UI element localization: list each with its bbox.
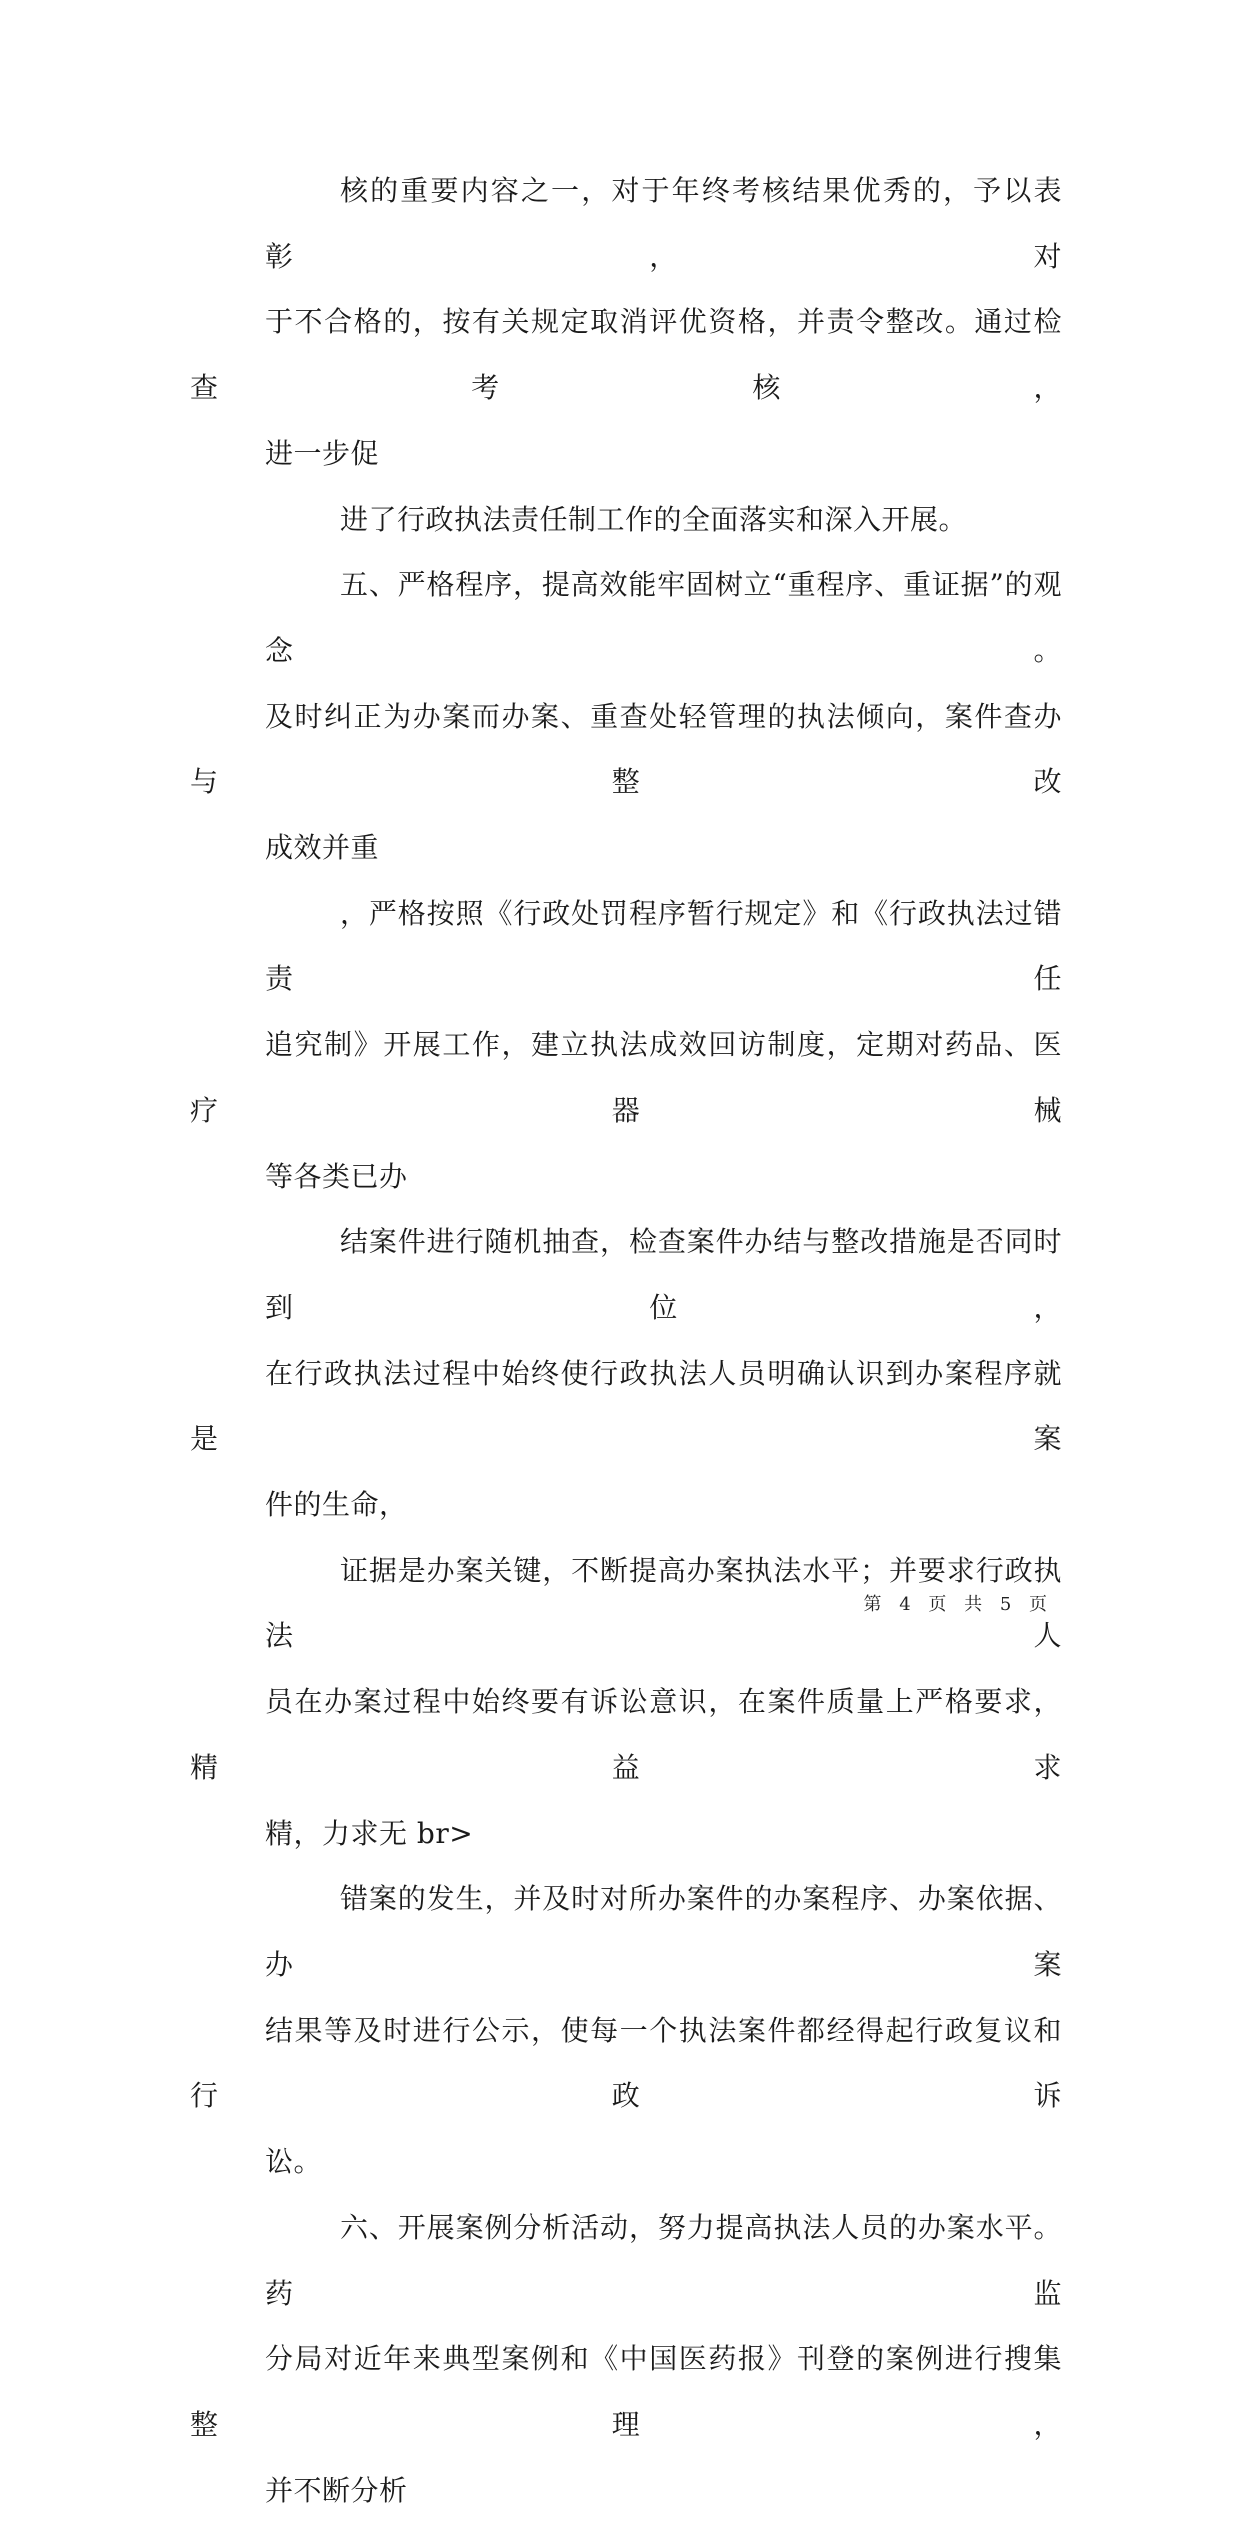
paragraph-line: 及时纠正为办案而办案、重查处轻管理的执法倾向，案件查办与整改 <box>190 699 1062 799</box>
paragraph-line: 员在办案过程中始终要有诉讼意识，在案件质量上严格要求，精益求 <box>190 1685 1062 1784</box>
paragraph-line: 成效并重 <box>265 831 380 865</box>
paragraph-line: 讼。 <box>265 2145 323 2179</box>
paragraph-line: 错案的发生，并及时对所办案件的办案程序、办案依据、办案 <box>265 1882 1062 1981</box>
paragraph-line: 证据是办案关键，不断提高办案执法水平；并要求行政执法人 <box>265 1553 1062 1653</box>
paragraph-line: 结果等及时进行公示，使每一个执法案件都经得起行政复议和行政诉 <box>190 2013 1062 2113</box>
paragraph <box>190 487 1062 553</box>
paragraph <box>190 2195 1062 2523</box>
paragraph-line: 追究制》开展工作，建立执法成效回访制度，定期对药品、医疗器械 <box>190 1028 1062 1127</box>
paragraph-line: 精，力求无 br> <box>265 1816 474 1850</box>
paragraph-line: 结案件进行随机抽查，检查案件办结与整改措施是否同时到位， <box>265 1225 1062 1324</box>
paragraph <box>190 1209 1062 1538</box>
paragraph-line: 六、开展案例分析活动，努力提高执法人员的办案水平。药监 <box>265 2210 1062 2310</box>
body-text <box>190 158 1062 2523</box>
paragraph-line: 并不断分析 <box>265 2473 408 2507</box>
paragraph-line: 核的重要内容之一，对于年终考核结果优秀的，予以表彰，对 <box>265 174 1062 273</box>
paragraph-line: 于不合格的，按有关规定取消评优资格，并责令整改。通过检查考核， <box>190 305 1062 405</box>
paragraph-line: 件的生命， <box>265 1488 408 1522</box>
paragraph <box>190 1866 1062 2195</box>
paragraph <box>190 881 1062 1210</box>
paragraph-line: 等各类已办 <box>265 1159 408 1193</box>
paragraph-line: 在行政执法过程中始终使行政执法人员明确认识到办案程序就是案 <box>190 1356 1062 1456</box>
paragraph <box>190 1538 1062 1867</box>
paragraph-line: 进了行政执法责任制工作的全面落实和深入开展。 <box>340 502 968 536</box>
paragraph <box>190 158 1062 487</box>
paragraph-line: 分局对近年来典型案例和《中国医药报》刊登的案例进行搜集整理， <box>190 2342 1062 2441</box>
paragraph-line: 五、严格程序，提高效能牢固树立“重程序、重证据”的观念。 <box>265 568 1062 667</box>
paragraph-line: 进一步促 <box>265 436 380 470</box>
paragraph-line: ，严格按照《行政处罚程序暂行规定》和《行政执法过错责任 <box>265 896 1062 996</box>
page-number-footer: 第 4 页 共 5 页 <box>863 1594 1053 1615</box>
paragraph <box>190 552 1062 881</box>
